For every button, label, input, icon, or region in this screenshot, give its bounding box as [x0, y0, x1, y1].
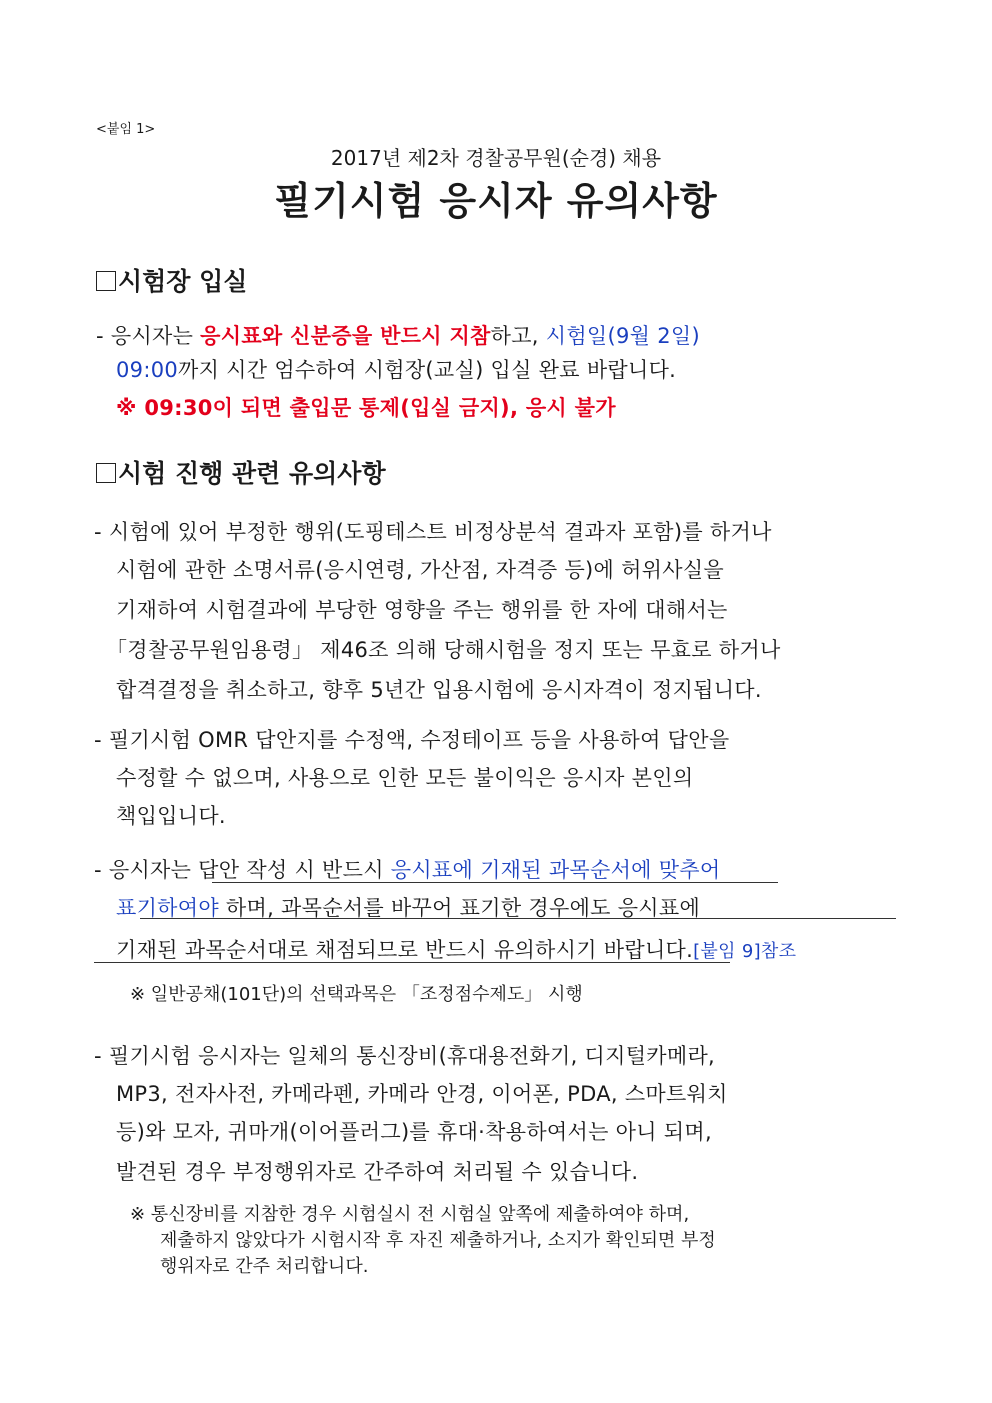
text: 하며, 과목순서를 바꾸어 표기한 경우에도 응시표에 [218, 896, 701, 920]
entrance-warning: ※ 09:30이 되면 출입문 통제(입실 금지), 응시 불가 [116, 396, 616, 420]
exam-date-text: 시험일(9월 2일) [545, 324, 700, 348]
section-heading-exam-rules [96, 454, 386, 490]
rule-1-line: 합격결정을 취소하고, 향후 5년간 입용시험에 응시자격이 정지됩니다. [116, 678, 762, 702]
text: - 응시자는 [96, 324, 201, 348]
rule-4-line: - 필기시험 응시자는 일체의 통신장비(휴대용전화기, 디지털카메라, [94, 1044, 716, 1068]
entry-time-text: 09:00 [116, 358, 179, 382]
text: 까지 시간 엄수하여 시험장(교실) 입실 완료 바랍니다. [178, 358, 677, 382]
underline [212, 882, 778, 883]
section-heading-entrance [96, 262, 247, 298]
rule-4-line: 등)와 모자, 귀마개(이어플러그)를 휴대·착용하여서는 아니 되며, [116, 1120, 712, 1144]
rule-2-line: - 필기시험 OMR 답안지를 수정액, 수정테이프 등을 사용하여 답안을 [94, 728, 730, 752]
rule-1-line: - 시험에 있어 부정한 행위(도핑테스트 비정상분석 결과자 포함)를 하거나 [94, 520, 772, 544]
entrance-line-1 [96, 320, 700, 350]
underline [94, 962, 730, 963]
text: 기재된 과목순서대로 채점되므로 반드시 유의하시기 바랍니다. [116, 938, 694, 962]
note-devices: 행위자로 간주 처리합니다. [160, 1256, 369, 1277]
subject-order-text: 응시표에 기재된 과목순서에 맞추어 [390, 858, 721, 882]
rule-1-line: 기재하여 시험결과에 부당한 영향을 주는 행위를 한 자에 대해서는 [116, 598, 728, 622]
text: 하고, [490, 324, 546, 348]
rule-2-line: 책입입니다. [116, 804, 226, 828]
section-heading-text: 시험 진행 관련 유의사항 [118, 459, 386, 488]
rule-3-line-3 [116, 934, 796, 964]
rule-2-line: 수정할 수 없으며, 사용으로 인한 모든 불이익은 응시자 본인의 [116, 766, 694, 790]
attachment-label: <붙임 1> [96, 122, 156, 137]
rule-4-line: MP3, 전자사전, 카메라펜, 카메라 안경, 이어폰, PDA, 스마트워치 [116, 1082, 728, 1106]
marking-text: 표기하여야 [116, 896, 219, 920]
note-adjusted-score: ※ 일반공채(101단)의 선택과목은 「조정점수제도」 시행 [130, 984, 583, 1005]
checkbox-square-icon [96, 271, 116, 291]
note-devices: ※ 통신장비를 지참한 경우 시험실시 전 시험실 앞쪽에 제출하여야 하며, [130, 1204, 690, 1225]
checkbox-square-icon [96, 463, 116, 483]
emphasis-text: 응시표와 신분증을 반드시 지참 [200, 324, 491, 348]
text: - 응시자는 답안 작성 시 반드시 [94, 858, 391, 882]
document-subtitle: 2017년 제2차 경찰공무원(순경) 채용 [330, 146, 662, 170]
attachment-reference: [붙임 9]참조 [693, 941, 797, 962]
rule-1-line: 시험에 관한 소명서류(응시연령, 가산점, 자격증 등)에 허위사실을 [116, 558, 725, 582]
rule-4-line: 발견된 경우 부정행위자로 간주하여 처리될 수 있습니다. [116, 1160, 639, 1184]
underline [140, 918, 896, 919]
note-devices: 제출하지 않았다가 시험시작 후 자진 제출하거나, 소지가 확인되면 부정 [160, 1230, 716, 1251]
entrance-line-2 [116, 354, 676, 384]
rule-3-line-1 [94, 854, 720, 884]
document-title: 필기시험 응시자 유의사항 [274, 179, 718, 223]
section-heading-text: 시험장 입실 [118, 267, 248, 296]
rule-1-line: 「경찰공무원임용령」 제46조 의해 당해시험을 정지 또는 무효로 하거나 [106, 638, 781, 662]
